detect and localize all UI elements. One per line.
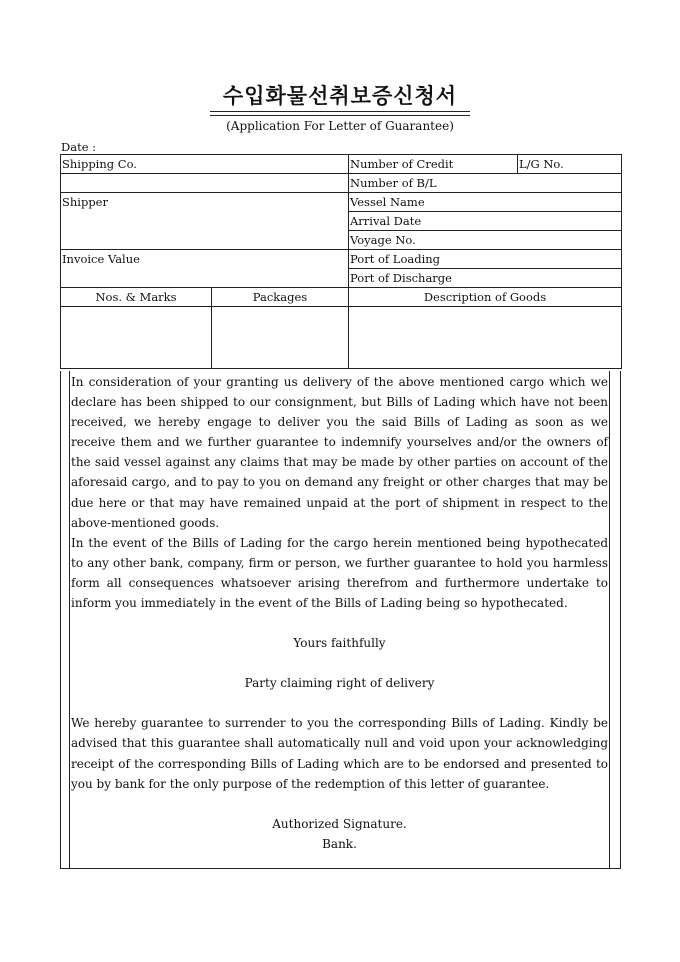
- document-subtitle: (Application For Letter of Guarantee): [226, 119, 454, 133]
- port-of-loading-field[interactable]: Port of Loading: [349, 250, 622, 269]
- shipping-co-blank[interactable]: [61, 174, 349, 193]
- vessel-name-field[interactable]: Vessel Name: [349, 193, 622, 212]
- date-label: Date :: [61, 140, 97, 154]
- inner-margin-line-right: [609, 371, 610, 869]
- closing-text: Yours faithfully: [293, 636, 386, 651]
- bank-label: Bank.: [322, 836, 357, 851]
- lg-no-field[interactable]: L/G No.: [518, 155, 622, 174]
- arrival-date-field[interactable]: Arrival Date: [349, 212, 622, 231]
- shipping-co-field[interactable]: Shipping Co.: [61, 155, 349, 174]
- guarantee-text: [71, 372, 608, 854]
- document-title: 수입화물선취보증신청서: [222, 84, 458, 108]
- invoice-value-field[interactable]: Invoice Value: [61, 250, 349, 288]
- title-double-underline: [210, 111, 470, 116]
- description-header: Description of Goods: [349, 288, 622, 307]
- number-of-bl-field[interactable]: Number of B/L: [349, 174, 622, 193]
- port-of-discharge-field[interactable]: Port of Discharge: [349, 269, 622, 288]
- nos-marks-cell[interactable]: [61, 307, 212, 369]
- authorized-signature-label: Authorized Signature.: [272, 816, 407, 831]
- description-cell[interactable]: [349, 307, 622, 369]
- shipper-field[interactable]: Shipper: [61, 193, 349, 250]
- hypothecation-paragraph: In the event of the Bills of Lading for the cargo herein mentioned being hypothecated to any other bank, company, firm or person, we further guarantee to hold you harmless form all consequences whatsoever arising therefrom and furthermore undertake to inform you immediately in the event of the Bills of Lading being so hypothecated.: [71, 535, 608, 611]
- inner-margin-line-left: [69, 371, 70, 869]
- packages-header: Packages: [212, 288, 349, 307]
- nos-marks-header: Nos. & Marks: [61, 288, 212, 307]
- surrender-paragraph: We hereby guarantee to surrender to you the corresponding Bills of Lading. Kindly be advised that this guarantee shall automatically null and void upon your acknowledging receipt of the corresponding Bills of Lading which are to be endorsed and presented to you by bank for the only purpose of the redemption of this letter of guarantee.: [71, 716, 608, 791]
- voyage-no-field[interactable]: Voyage No.: [349, 231, 622, 250]
- shipment-info-table: [60, 154, 622, 369]
- party-claiming-text: Party claiming right of delivery: [244, 676, 435, 691]
- number-of-credit-field[interactable]: Number of Credit: [349, 155, 518, 174]
- packages-cell[interactable]: [212, 307, 349, 369]
- consideration-paragraph: In consideration of your granting us delivery of the above mentioned cargo which we declare has been shipped to our consignment, but Bills of Lading which have not been received, we hereby engage to deliver you the said Bills of Lading as soon as we receive them and we further guarantee to indemnify yourselves and/or the owners of the said vessel against any claims that may be made by other parties on account of the aforesaid cargo, and to pay to you on demand any freight or other charges that may be due here or that may have remained unpaid at the port of shipment in respect to the above-mentioned goods.: [71, 375, 608, 530]
